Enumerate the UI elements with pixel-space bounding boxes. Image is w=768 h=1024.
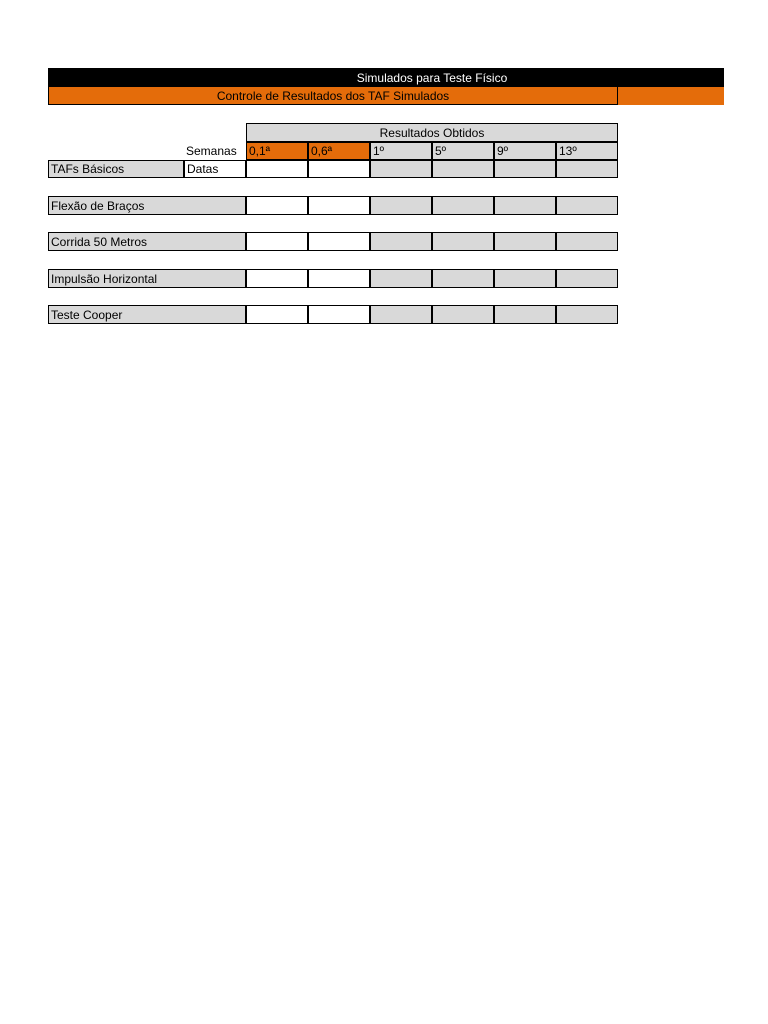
week-header-2: 1º bbox=[370, 142, 432, 160]
result-cell[interactable] bbox=[494, 305, 556, 324]
result-cell[interactable] bbox=[432, 232, 494, 251]
result-cell[interactable] bbox=[308, 269, 370, 288]
exercise-label-0: Flexão de Braços bbox=[48, 196, 246, 215]
date-input-3[interactable] bbox=[432, 160, 494, 178]
result-cell[interactable] bbox=[370, 305, 432, 324]
result-cell[interactable] bbox=[556, 305, 618, 324]
sheet-subtitle-bar bbox=[48, 87, 618, 105]
exercise-label-3: Teste Cooper bbox=[48, 305, 246, 324]
result-cell[interactable] bbox=[432, 305, 494, 324]
result-cell[interactable] bbox=[432, 269, 494, 288]
result-cell[interactable] bbox=[308, 232, 370, 251]
result-cell[interactable] bbox=[556, 232, 618, 251]
result-cell[interactable] bbox=[370, 232, 432, 251]
result-cell[interactable] bbox=[556, 269, 618, 288]
result-cell[interactable] bbox=[494, 196, 556, 215]
result-cell[interactable] bbox=[370, 269, 432, 288]
exercise-label-2: Impulsão Horizontal bbox=[48, 269, 246, 288]
result-cell[interactable] bbox=[246, 269, 308, 288]
exercise-label-1: Corrida 50 Metros bbox=[48, 232, 246, 251]
week-header-4: 9º bbox=[494, 142, 556, 160]
week-header-1: 0,6ª bbox=[308, 142, 370, 160]
week-header-5: 13º bbox=[556, 142, 618, 160]
date-input-4[interactable] bbox=[494, 160, 556, 178]
week-header-3: 5º bbox=[432, 142, 494, 160]
result-cell[interactable] bbox=[370, 196, 432, 215]
sheet-title: Simulados para Teste Físico bbox=[356, 70, 508, 85]
result-cell[interactable] bbox=[308, 305, 370, 324]
result-cell[interactable] bbox=[246, 232, 308, 251]
result-cell[interactable] bbox=[432, 196, 494, 215]
result-cell[interactable] bbox=[246, 305, 308, 324]
sheet-subtitle: Controle de Resultados dos TAF Simulados bbox=[216, 88, 450, 103]
result-cell[interactable] bbox=[494, 269, 556, 288]
result-cell[interactable] bbox=[494, 232, 556, 251]
result-cell[interactable] bbox=[308, 196, 370, 215]
subtitle-bar-extension bbox=[618, 87, 724, 105]
date-input-2[interactable] bbox=[370, 160, 432, 178]
section-label-tafs-basicos: TAFs Básicos bbox=[48, 160, 184, 178]
result-cell[interactable] bbox=[556, 196, 618, 215]
date-input-1[interactable] bbox=[308, 160, 370, 178]
sheet-title-bar bbox=[48, 68, 724, 87]
results-group-header: Resultados Obtidos bbox=[246, 123, 618, 142]
result-cell[interactable] bbox=[246, 196, 308, 215]
date-input-0[interactable] bbox=[246, 160, 308, 178]
weeks-label: Semanas bbox=[186, 144, 237, 158]
week-header-0: 0,1ª bbox=[246, 142, 308, 160]
dates-label: Datas bbox=[184, 160, 246, 178]
date-input-5[interactable] bbox=[556, 160, 618, 178]
